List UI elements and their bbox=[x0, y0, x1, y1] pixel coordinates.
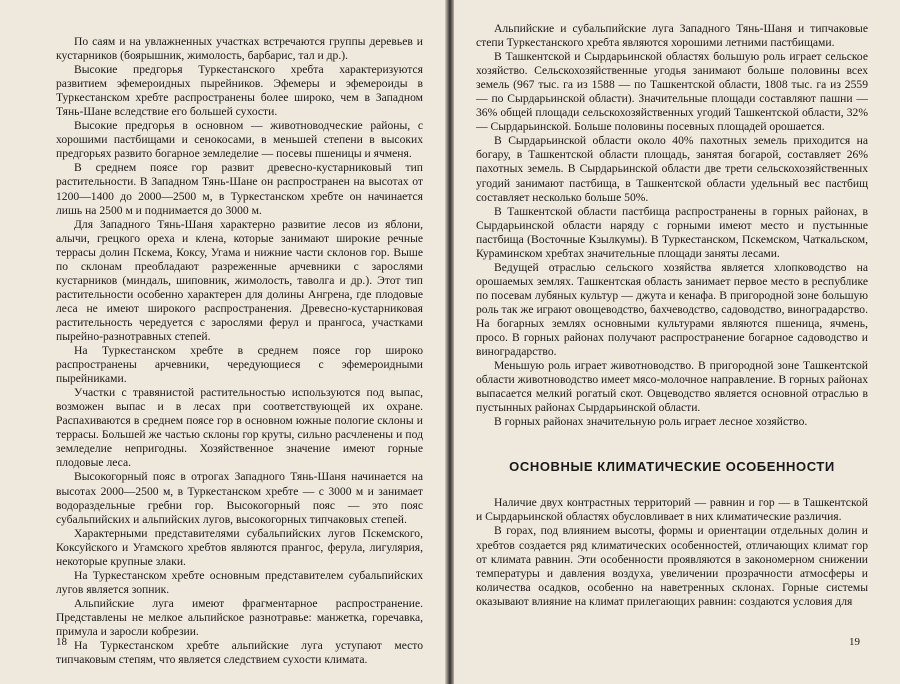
page-number: 18 bbox=[56, 636, 67, 648]
paragraph: Характерными представителями субальпийских лугов Пскемского, Коксуйского и Угамского хребтов являются прангос, ферула, лигулярия, некоторые крупные злаки. bbox=[56, 526, 423, 568]
paragraph: Высокогорный пояс в отрогах Западного Тянь-Шаня начинается на высотах 2000—2500 м, в Туркестанском хребте — с 3000 м и занимает водораздельные гребни гор. Высокогорный пояс — это пояс субальпийских и альпийских лугов, высокогорных типчаковых степей. bbox=[56, 470, 423, 526]
page-number: 19 bbox=[849, 636, 860, 648]
paragraph: В Ташкентской и Сырдарьинской областях большую роль играет сельское хозяйство. Сельскохозяйственные угодья занимают больше половины всех земель (967 тыс. га из 1588 — по Ташкентской области, 1808 тыс. га из 2559 — по Сырдарьинской области). Значительные площади составляют пашни — 36% общей площади сельскохозяйственных угодий Ташкентской области, 32% — Сырдарьинской. Больше половины посевных площадей орошается. bbox=[476, 50, 868, 134]
paragraph: В Сырдарьинской области около 40% пахотных земель приходится на богару, в Ташкентской области площадь, занятая богарой, составляет 26% пахотных земель. В Сырдарьинской области две трети сельскохозяйственных угодий занимают пастбища, в Ташкентской области удельный вес пастбищ составляет несколько больше 50%. bbox=[476, 134, 868, 204]
paragraph: Меньшую роль играет животноводство. В пригородной зоне Ташкентской области животноводство имеет мясо-молочное направление. В горных районах выпасается мелкий рогатый скот. Овцеводство является основной отраслью в пустынных районах Сырдарьинской области. bbox=[476, 359, 869, 415]
right-page-text-bottom bbox=[476, 496, 868, 608]
paragraph: Ведущей отраслью сельского хозяйства является хлопководство на орошаемых землях. Ташкентская область занимает первое место в республике по посевам лубяных культур — джута и кенафа. В пригородной зоне большую роль так же играют овощеводство, бахчеводство, садоводство, виноградарство. На богарных землях основными культурами являются пшеница, ячмень, просо. В горных районах получают распространение богарное садоводство и виноградарство. bbox=[476, 260, 868, 359]
section-heading: ОСНОВНЫЕ КЛИМАТИЧЕСКИЕ ОСОБЕННОСТИ bbox=[509, 459, 835, 475]
paragraph: Наличие двух контрастных территорий — равнин и гор — в Ташкентской и Сырдарьинской областях обусловливает в них климатические различия. bbox=[476, 496, 868, 524]
paragraph: Высокие предгорья в основном — животноводческие районы, с хорошими пастбищами и сенокосами, в меньшей степени в высоких предгорьях развито богарное земледелие — посевы пшеницы и ячменя. bbox=[56, 119, 423, 161]
paragraph: Альпийские луга имеют фрагментарное распространение. Представлены не мелкое альпийское разнотравье: манжетка, горечавка, примула и зароcли кобрезии. bbox=[56, 596, 423, 638]
paragraph: В среднем поясе гор развит древесно-кустарниковый тип растительности. В Западном Тянь-Шане он распространен на высотах от 1200—1400 до 2000—2500 м, в Туркестанском хребте он начинается лишь на 2500 м и поднимается до 3000 м. bbox=[56, 161, 423, 217]
right-page bbox=[454, 0, 900, 684]
paragraph: Для Западного Тянь-Шаня характерно развитие лесов из яблони, алычи, грецкого ореха и клена, которые занимают широкие речные террасы долин Пскема, Коксу, Угама и нижние части склонов гор. Выше по склонам преобладают разреженные арчевники с зарослями кустарников (миндаль, шиповник, жимолость, таволга и др.). Этот тип растительности особенно характерен для долины Ангрена, где плодовые леса не имеют широкого распространения. Древесно-кустарниковая растительность чередуется с зарослями ферул и прангоса, участками пырейно-разнотравных степей. bbox=[56, 217, 423, 343]
paragraph: На Туркестанском хребте альпийские луга уступают место типчаковым степям, что является следствием сухости климата. bbox=[56, 639, 423, 667]
paragraph: Участки с травянистой растительностью используются под выпас, возможен выпас и в лесах при соответствующей их охране. Распахиваются в среднем поясе гор в основном южные пологие склоны и террасы. Большей же частью склоны гор круты, сильно расчленены и под земледелие непригодны. Хозяйственное значение имеют горные плодовые леса. bbox=[56, 386, 423, 470]
paragraph: В Ташкентской области пастбища распространены в горных районах, в Сырдарьинской области наряду с горными имеют место и пустынные пастбища (Восточные Кзылкумы). В Туркестанском, Пскемском, Чаткальском, Кураминском хребтах значительные площади заняты лесами. bbox=[476, 204, 868, 260]
paragraph: В горных районах значительную роль играет лесное хозяйство. bbox=[494, 415, 808, 429]
paragraph: Альпийские и субальпийские луга Западного Тянь-Шаня и типчаковые степи Туркестанского хребта являются хорошими летними пастбищами. bbox=[476, 22, 868, 50]
book-gutter bbox=[446, 0, 454, 684]
paragraph: По саям и на увлажненных участках встречаются группы деревьев и кустарников (боярышник, жимолость, барбарис, тал и др.). bbox=[56, 35, 423, 63]
paragraph: Высокие предгорья Туркестанского хребта характеризуются развитием эфемероидных пырейников. Эфемеры и эфемероиды в Туркестанском хребте распространены более широко, чем в Западном Тянь-Шане вследствие его большей сухости. bbox=[56, 63, 423, 119]
left-page-text bbox=[56, 35, 423, 667]
paragraph: В горах, под влиянием высоты, формы и ориентации отдельных долин и хребтов создается ряд климатических особенностей, отличающих климат гор от климата равнин. Эти особенности проявляются в закономерном снижении температуры и давления воздуха, увеличении прозрачности атмосферы и количества осадков, особенно на наветренных склонах. Горные системы оказывают влияние на климат прилегающих равнин: создаются условия для bbox=[476, 524, 868, 608]
left-page bbox=[0, 0, 446, 684]
paragraph: На Туркестанском хребте в среднем поясе гор широко распространены арчевники, чередующиеся с эфемероидными пырейниками. bbox=[56, 344, 423, 386]
paragraph: На Туркестанском хребте основным представителем субальпийских лугов является зопник. bbox=[56, 568, 423, 596]
right-page-text-top bbox=[476, 22, 868, 429]
